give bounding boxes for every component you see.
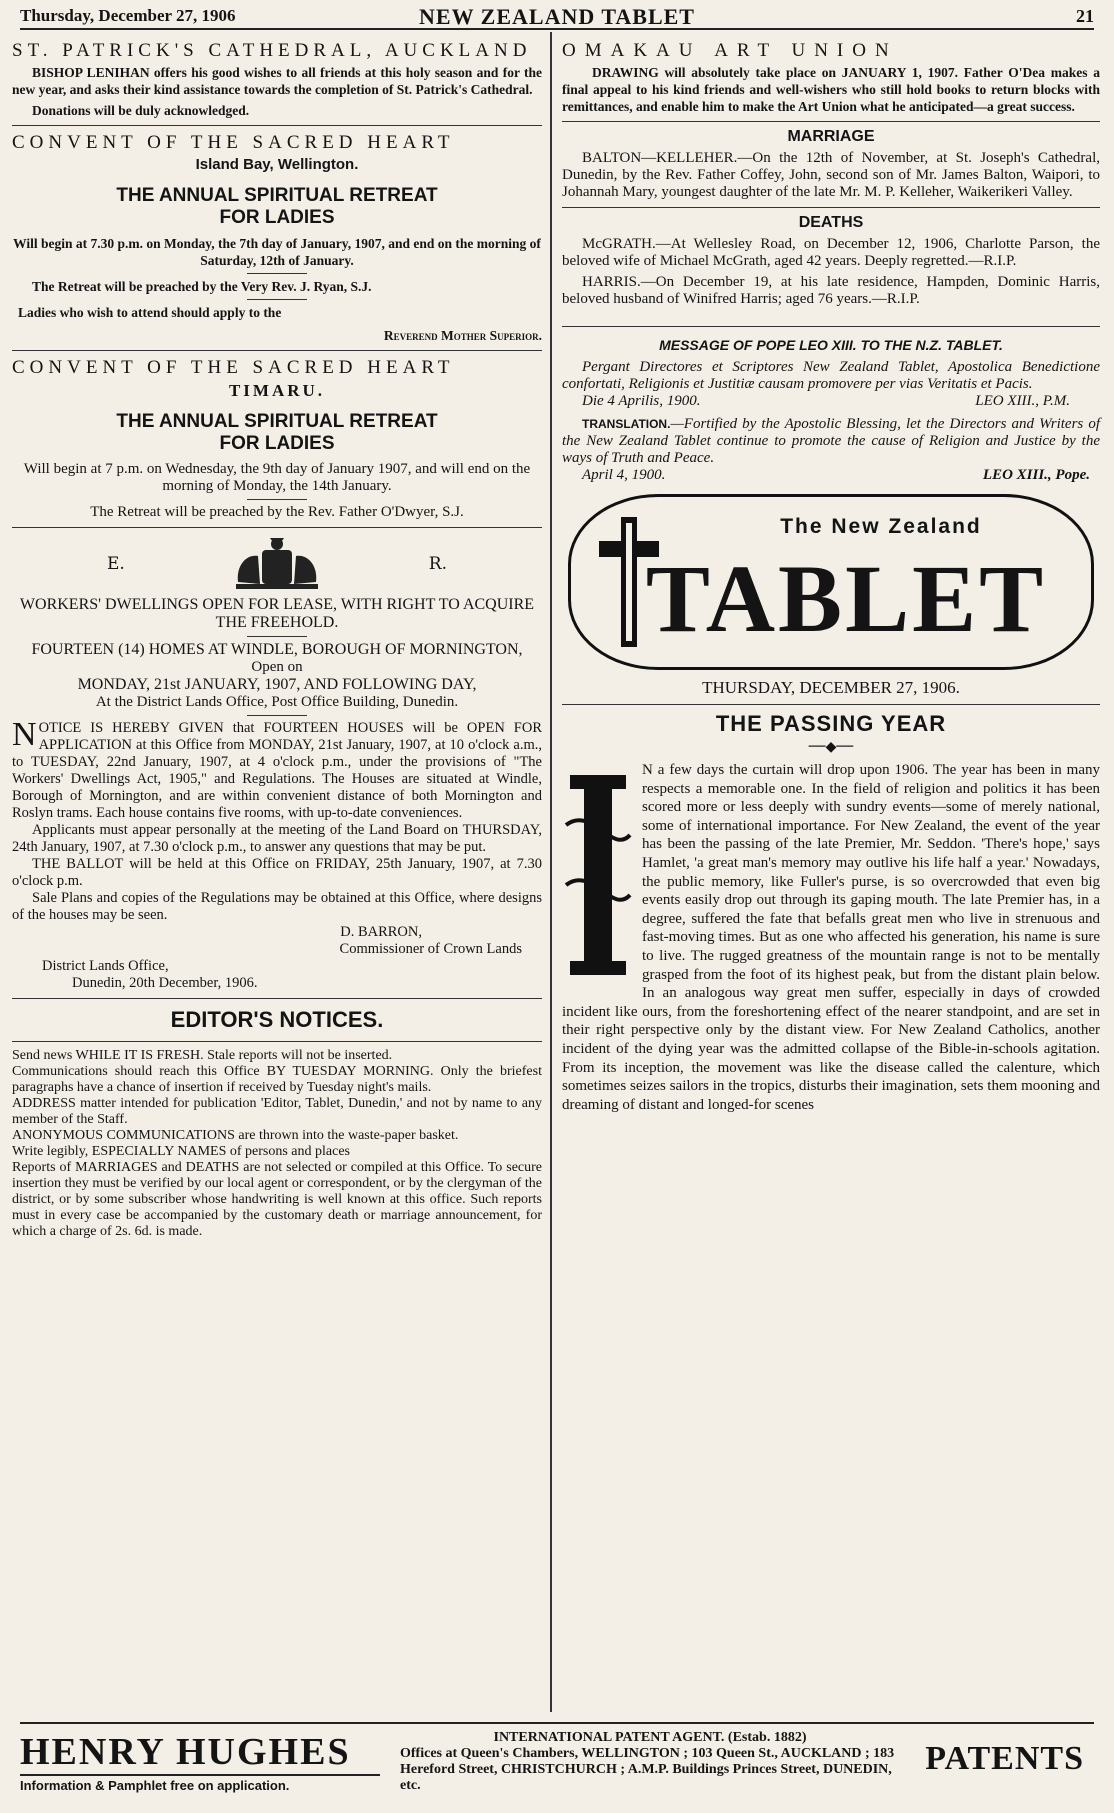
convent-place: Island Bay, Wellington. <box>195 156 359 173</box>
editor-notices <box>12 1007 542 1240</box>
divider <box>562 207 1100 208</box>
divider <box>247 299 307 300</box>
omakau-heading: OMAKAU ART UNION <box>562 40 898 61</box>
omakau-notice <box>562 40 1100 115</box>
editor-notice-6: Reports of MARRIAGES and DEATHS are not selected or compiled at this Office. To secure insertion they must be verified by our local agent or correspondent, or by the clergyman of the district, or by some subscriber whose handwriting is well known at this office. Such reports must in every case be accompanied by the customary death or marriage announcement, for which a charge of 2s. 6d. is made. <box>12 1160 542 1239</box>
divider <box>562 326 1100 327</box>
cathedral-body: BISHOP LENIHAN offers his good wishes to all friends at this holy season and for the new year, and asks their kind assistance towards the completion of St. Patrick's Cathedral. <box>12 65 542 97</box>
pope-latin: Pergant Directores et Scriptores New Zealand Tablet, Apostolica Benedictione confortati, Religionis et Justitiæ causam promovere per vias Veritatis et Pacis. <box>562 359 1100 392</box>
retreat-preacher: The Retreat will be preached by the Very Rev. J. Ryan, S.J. <box>32 279 372 294</box>
retreat-for-ladies: FOR LADIES <box>219 433 335 454</box>
marriage-body: BALTON—KELLEHER.—On the 12th of November, at St. Joseph's Cathedral, Dunedin, by the Rev. Father Coffey, John, second son of Mr. James Balton, Waipori, to Johannah Mary, youngest daughter of the late Mr. M. P. Kelleher, Waikerikeri Valley. <box>562 150 1100 200</box>
retreat-apply: Ladies who wish to attend should apply to the <box>18 305 282 320</box>
dwellings-date-line: MONDAY, 21st JANUARY, 1907, AND FOLLOWING DAY, <box>77 676 477 693</box>
translation-signature: LEO XIII., Pope. <box>982 467 1090 483</box>
royal-crest <box>107 536 447 592</box>
drop-cap: N <box>12 716 37 753</box>
masthead-top-line: The New Zealand <box>780 515 982 538</box>
tablet-masthead <box>568 494 1094 670</box>
masthead-name: TABLET <box>645 545 1047 652</box>
divider <box>12 1041 542 1042</box>
dwellings-office: District Lands Office, <box>42 958 169 974</box>
death-notice-1: McGRATH.—At Wellesley Road, on December 12, 1906, Charlotte Parson, the beloved wife of Michael McGrath, aged 42 years. Deeply regretted.—R.I.P. <box>562 236 1100 269</box>
heading-ornament: ──◆── <box>808 739 854 755</box>
cathedral-heading: ST. PATRICK'S CATHEDRAL, AUCKLAND <box>12 40 532 61</box>
page-number: 21 <box>1076 6 1094 26</box>
pope-latin-signoff <box>562 393 1100 410</box>
pope-translation <box>562 416 1100 467</box>
editor-notice-4: ANONYMOUS COMMUNICATIONS are thrown into the waste-paper basket. <box>12 1128 459 1143</box>
dwellings-signer-title: Commissioner of Crown Lands <box>339 941 522 957</box>
translation-label: TRANSLATION. <box>582 417 671 431</box>
divider <box>12 998 542 999</box>
patents-label: PATENTS <box>925 1740 1084 1777</box>
dwellings-applicants: Applicants must appear personally at the meeting of the Land Board on THURSDAY, 24th January, 1907, at 7.30 o'clock p.m., to answer any questions that may be put. <box>12 822 542 855</box>
dwellings-office-date: Dunedin, 20th December, 1906. <box>72 975 258 991</box>
dwellings-signer: D. BARRON, <box>340 924 422 940</box>
divider <box>247 636 307 637</box>
marriage-heading: MARRIAGE <box>787 128 875 145</box>
convent-heading: CONVENT OF THE SACRED HEART <box>12 357 455 378</box>
agent-line: INTERNATIONAL PATENT AGENT. (Estab. 1882) <box>493 1730 807 1745</box>
retreat-preacher: The Retreat will be preached by the Rev. Father O'Dwyer, S.J. <box>90 504 464 520</box>
advertiser-name: HENRY HUGHES <box>20 1731 351 1773</box>
issue-date: THURSDAY, DECEMBER 27, 1906. <box>702 678 960 697</box>
article-body: N a few days the curtain will drop upon 1906. The year has been in many respects a memorable one. In the field of religion and politics it has been scored more or less deeply with sundry events—some of merely national, some of international importance. For New Zealand, the event of the year has been the passing of the late Premier, Mr. Seddon. 'There's hope,' says Hamlet, 'a great man's memory may outlive his life half a year.' Nowadays, the public memory, like Fuller's purse, is so overcrowded that even big events easily drop out through its gaping mouth. The late Premier has, in a degree, suffered the fate that befalls great men who live in strenuous and fast-moving times. But as one who affected his generation, his name is sure to live. The rugged greatness of the mountain range is not to be mentally grasped from the foot of its highest peak, but from the distant plain below. In an analogous way great men suffer, especially in days of crowded incident like ours, from the foreshortening effect of the nearer standpoint, and are set in their right perspective only by the distant view. For New Zealand Catholics, another incident of the dying year was the admitted collapse of the Bible-in-schools agitation. From its inception, the movement was like the disease called the calenture, which sometimes seizes sailors in the tropics, disturbs their imagination, sets them mooning and dreaming of distant and longed-for scenes <box>562 762 1100 1113</box>
dwellings-title: WORKERS' DWELLINGS OPEN FOR LEASE, WITH RIGHT TO ACQUIRE THE FREEHOLD. <box>19 596 535 631</box>
death-notice-2: HARRIS.—On December 19, at his late residence, Hampden, Dominic Harris, beloved husband of Winifred Harris; aged 76 years.—R.I.P. <box>562 274 1100 307</box>
retreat-dates: Will begin at 7 p.m. on Wednesday, the 9th day of January 1907, and will end on the morning of Monday, the 14th January. <box>23 461 531 494</box>
retreat-dates: Will begin at 7.30 p.m. on Monday, the 7th day of January, 1907, and end on the morning of Saturday, 12th of January. <box>13 236 541 268</box>
editor-heading: EDITOR'S NOTICES. <box>170 1007 384 1032</box>
marriage-notice <box>562 128 1100 201</box>
divider <box>12 527 542 528</box>
convent-heading: CONVENT OF THE SACRED HEART <box>12 132 455 153</box>
royal-arms-icon <box>232 536 322 592</box>
notice-text: OTICE IS HEREBY GIVEN that FOURTEEN HOUSES will be OPEN FOR APPLICATION at this Office from MONDAY, 21st January, 1907, at 10 o'clock a.m., to TUESDAY, 22nd January, 1907, at 4 o'clock p.m., under the provisions of "The Workers' Dwellings Act, 1905," and Regulations. The Houses are situated at Windle, Borough of Mornington, and are within convenient distance of both Mornington and Roslyn trams. Each house contains five rooms, with up-to-date conveniences. <box>12 720 542 821</box>
divider <box>247 715 307 716</box>
convent-place: TIMARU. <box>228 381 326 400</box>
convent-wellington-notice <box>12 132 542 344</box>
crest-right-initial: R. <box>428 554 447 574</box>
left-column <box>12 34 542 1240</box>
passing-year-article <box>562 711 1100 1114</box>
retreat-for-ladies: FOR LADIES <box>219 207 335 228</box>
dwellings-open-on: Open on <box>251 659 303 675</box>
translation-date: April 4, 1900. <box>582 467 666 483</box>
dwellings-sale-plans: Sale Plans and copies of the Regulations may be obtained at this Office, where designs of the houses may be seen. <box>12 890 542 923</box>
editor-notice-5: Write legibly, ESPECIALLY NAMES of persons and places <box>12 1144 350 1159</box>
divider <box>12 350 542 351</box>
crest-left-initial: E. <box>107 554 125 574</box>
advertiser-sub: Information & Pamphlet free on application. <box>20 1774 380 1793</box>
pope-message <box>562 337 1100 484</box>
dwellings-ballot: THE BALLOT will be held at this Office on FRIDAY, 25th January, 1907, at 7.30 o'clock p.m. <box>12 856 542 889</box>
latin-date: Die 4 Aprilis, 1900. <box>582 393 701 409</box>
dwellings-homes: FOURTEEN (14) HOMES AT WINDLE, BOROUGH OF MORNINGTON, <box>31 641 523 658</box>
ornate-initial-i-icon <box>562 765 634 985</box>
workers-dwellings-notice <box>12 536 542 992</box>
right-column <box>562 34 1100 1114</box>
editor-notice-1: Send news WHILE IT IS FRESH. Stale reports will not be inserted. <box>12 1048 393 1063</box>
divider <box>12 125 542 126</box>
divider <box>247 499 307 500</box>
article-heading: THE PASSING YEAR <box>715 711 947 736</box>
pope-heading: MESSAGE OF POPE LEO XIII. TO THE N.Z. TABLET. <box>659 337 1003 353</box>
deaths-notice <box>562 214 1100 308</box>
cathedral-notice <box>12 40 542 119</box>
masthead-title-header: NEW ZEALAND TABLET <box>419 4 695 29</box>
retreat-title: THE ANNUAL SPIRITUAL RETREAT <box>116 411 438 432</box>
omakau-body: DRAWING will absolutely take place on JANUARY 1, 1907. Father O'Dea makes a final appeal to his kind friends and well-wishers who still hold books to return blocks with remittances, and enable him to make the Art Union what he anticipated—a great success. <box>562 65 1100 114</box>
retreat-signatory: Reverend Mother Superior. <box>383 328 542 343</box>
issue-date-header: Thursday, December 27, 1906 <box>20 6 236 25</box>
translation-text: —Fortified by the Apostolic Blessing, let the Directors and Writers of the New Zealand Tablet continue to promote the cause of Religion and Justice by the ways of Truth and Peace. <box>562 416 1100 466</box>
deaths-heading: DEATHS <box>798 214 864 231</box>
divider <box>562 704 1100 705</box>
divider <box>247 273 307 274</box>
dwellings-location: At the District Lands Office, Post Office Building, Dunedin. <box>95 694 459 710</box>
dwellings-notice <box>12 716 542 822</box>
editor-notice-2: Communications should reach this Office BY TUESDAY MORNING. Only the briefest paragraphs have a chance of insertion if received by Tuesday night's mails. <box>12 1064 542 1095</box>
retreat-title: THE ANNUAL SPIRITUAL RETREAT <box>116 185 438 206</box>
advert-left <box>20 1732 380 1793</box>
pope-translation-signoff <box>562 467 1100 484</box>
advert-middle <box>400 1730 900 1794</box>
patent-advert <box>20 1722 1094 1808</box>
editor-notice-3: ADDRESS matter intended for publication 'Editor, Tablet, Dunedin,' and not by name to any member of the Staff. <box>12 1096 542 1127</box>
latin-signature: LEO XIII., P.M. <box>975 393 1070 409</box>
convent-timaru-notice <box>12 357 542 521</box>
column-divider <box>550 32 552 1712</box>
cathedral-donations: Donations will be duly acknowledged. <box>32 103 250 118</box>
offices-line: Offices at Queen's Chambers, WELLINGTON ; 103 Queen St., AUCKLAND ; 183 Hereford Street, CHRISTCHURCH ; A.M.P. Buildings Princes Street, DUNEDIN, etc. <box>400 1746 895 1793</box>
divider <box>562 121 1100 122</box>
page-header <box>20 4 1094 30</box>
